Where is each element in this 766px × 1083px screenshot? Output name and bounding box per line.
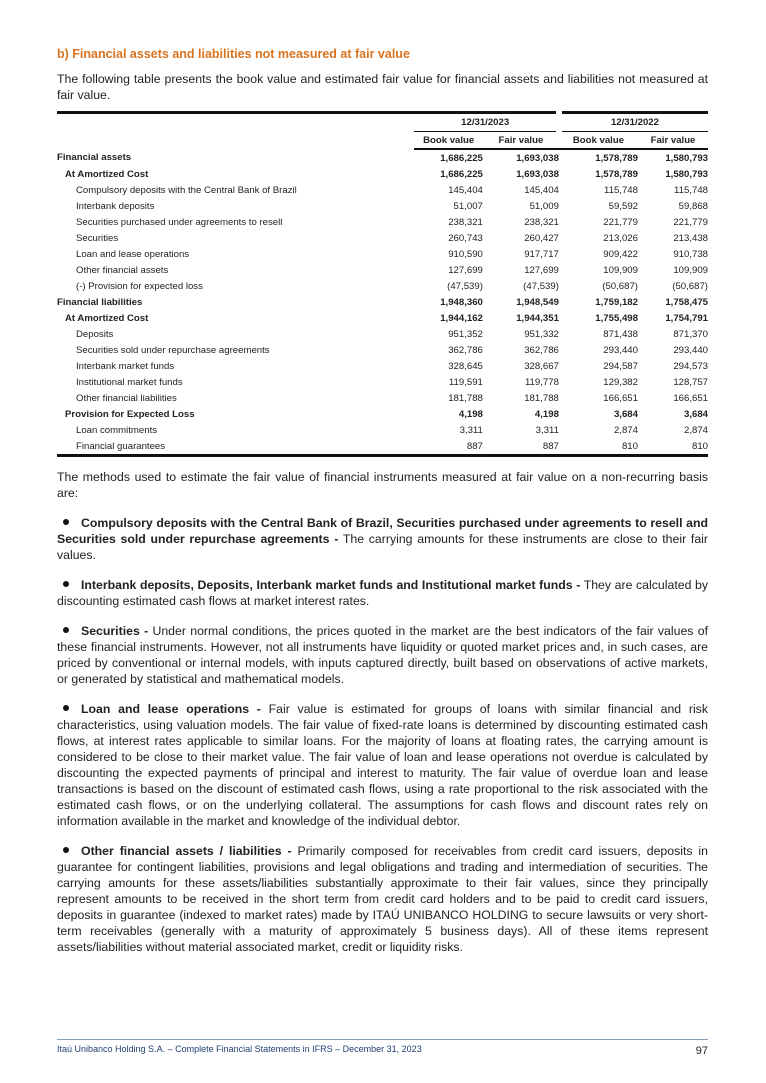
row-value: 293,440 [603,344,638,356]
row-value: 1,948,549 [516,296,559,308]
row-value: 115,748 [674,184,708,196]
row-label: At Amortized Cost [65,168,149,180]
bullet-item [57,701,708,829]
bullet-icon [63,581,69,587]
row-value: 810 [621,440,638,452]
row-label: Compulsory deposits with the Central Bank of Brazil [76,184,297,196]
row-label: Securities [76,232,119,244]
row-label: Loan and lease operations [76,248,190,260]
table-row [57,326,708,342]
row-value: (50,687) [672,280,708,292]
row-value: 127,699 [524,264,559,276]
row-label: Financial liabilities [57,296,143,308]
row-label: Interbank market funds [76,360,175,372]
row-value: 3,684 [683,408,708,420]
row-value: 1,686,225 [440,168,483,180]
bullet-text: Under normal conditions, the prices quoted in the market are the best indicators of the fair values of these financial instruments. However, not all instruments have liquidity or quoted market prices and, in such cases, are priced by conventional or internal models, with inputs captured directly, built based on observations of active markets, or generated by statistical and mathematical models. [57,624,708,686]
row-value: 59,868 [678,200,708,212]
row-value: 3,684 [613,408,638,420]
row-value: 1,693,038 [516,168,559,180]
bullet-item [57,623,708,687]
row-label: Other financial assets [76,264,169,276]
row-value: 1,758,475 [665,296,708,308]
row-label: Financial assets [57,152,132,163]
table-row [57,214,708,230]
row-value: 59,592 [608,200,638,212]
row-value: 51,007 [453,200,483,212]
bullet-icon [63,705,69,711]
bullet-title: Interbank deposits, Deposits, Interbank market funds and Institutional market funds - [81,578,581,592]
table-row [57,278,708,294]
row-value: 294,587 [603,360,638,372]
row-value: 1,578,789 [595,168,638,180]
row-value: 951,332 [524,328,559,340]
row-value: 213,026 [603,232,638,244]
row-label: At Amortized Cost [65,312,149,324]
row-label: Deposits [76,328,114,340]
row-label: Financial guarantees [76,440,166,452]
row-value: 181,788 [448,392,483,404]
row-value: 1,580,793 [665,152,708,164]
row-value: 145,404 [524,184,559,196]
row-value: 1,686,225 [440,152,483,164]
row-value: 910,738 [673,248,708,260]
row-value: 3,311 [535,424,559,436]
table-row [57,149,708,166]
row-value: 362,786 [524,344,559,356]
table-row [57,342,708,358]
row-value: 1,693,038 [516,152,559,164]
row-label: Loan commitments [76,424,158,436]
row-value: (47,539) [447,280,483,292]
row-value: 238,321 [524,216,559,228]
row-value: 129,382 [603,376,638,388]
column-header: Fair value [638,132,708,150]
bullet-icon [63,519,69,525]
row-value: (50,687) [602,280,638,292]
row-value: 119,591 [448,376,483,388]
row-value: 2,874 [613,424,638,436]
fair-value-table [57,111,708,457]
row-value: 293,440 [673,344,708,356]
bullet-item [57,843,708,955]
row-label: Interbank deposits [76,200,155,212]
table-row [57,406,708,422]
bullet-title: Securities - [81,624,149,638]
row-label: Other financial liabilities [76,392,177,404]
row-value: 328,645 [448,360,483,372]
row-value: 51,009 [529,200,559,212]
page-number: 97 [695,1045,708,1057]
row-label: Institutional market funds [76,376,183,388]
row-value: 910,590 [448,248,483,260]
row-value: 909,422 [603,248,638,260]
row-value: 1,755,498 [595,312,638,324]
row-value: 1,759,182 [595,296,638,308]
row-value: 887 [466,440,483,452]
bullet-text: Fair value is estimated for groups of loans with similar financial and risk characteristics, using valuation models. The fair value of fixed-rate loans is determined by discounting estimated cash flows, at interest rates applicable to similar loans. For the majority of loans at floating rates, the carrying amount is considered to be close to their market value. The fair value of loan and lease operations not overdue is calculated by discounting the expected payments of principal and interest to maturity. The fair value of overdue loan and lease transactions is based on the discount of estimated cash flows, using a rate proportional to the risk associated with the estimated cash flows, or on the underlying collateral. The assumptions for cash flows and discount rates rely on information available in the market and knowledge of the individual debtor. [57,702,708,828]
table-row [57,230,708,246]
intro-paragraph: The following table presents the book value and estimated fair value for financial assets and liabilities not measured at fair value. [57,72,708,102]
row-value: 119,778 [524,376,559,388]
row-value: 871,370 [673,328,708,340]
table-row [57,166,708,182]
row-value: 4,198 [458,408,483,420]
table-row [57,438,708,456]
section-heading: b) Financial assets and liabilities not measured at fair value [57,47,410,61]
table-row [57,182,708,198]
row-value: 221,779 [603,216,638,228]
row-value: 871,438 [603,328,638,340]
bullet-text: Primarily composed for receivables from credit card issuers, deposits in guarantee for contingent liabilities, provisions and legal obligations and trading and intermediation of securities. The carrying amounts for these assets/liabilities substantially approximate to their fair values, since they principally represent amounts to be received in the short term from credit card holders and to be paid to credit card issuers, deposits in guarantee (indexed to market rates) made by ITAÚ UNIBANCO HOLDING to secure lawsuits or very short-term receivables (generally with a maturity of approximately 5 business days). All of these items represent assets/liabilities without material associated market, credit or liquidity risks. [57,844,708,954]
row-value: 4,198 [534,408,559,420]
footer-text: Itaú Unibanco Holding S.A. – Complete Financial Statements in IFRS – December 31, 2023 [57,1044,422,1054]
bullet-text: They are calculated by discounting estimated cash flows at market interest rates. [57,578,709,608]
period-header-2023: 12/31/2023 [414,113,558,132]
row-value: 260,743 [448,232,483,244]
row-value: 181,788 [524,392,559,404]
row-value: 810 [691,440,708,452]
row-value: 238,321 [448,216,483,228]
row-value: (47,539) [523,280,559,292]
methods-intro: The methods used to estimate the fair value of financial instruments measured at fair value on a non-recurring basis are: [57,470,708,500]
row-value: 127,699 [448,264,483,276]
column-header: Fair value [483,132,559,150]
row-value: 128,757 [673,376,708,388]
row-value: 1,944,162 [440,312,483,324]
table-row [57,390,708,406]
bullet-title: Loan and lease operations - [81,702,261,716]
page-footer [57,1039,708,1057]
row-value: 145,404 [448,184,483,196]
column-header: Book value [414,132,482,150]
row-value: 1,944,351 [516,312,559,324]
bullet-text: The carrying amounts for these instruments are close to their fair values. [57,532,708,562]
row-value: 3,311 [459,424,483,436]
table-row [57,358,708,374]
row-label: Provision for Expected Loss [65,408,195,420]
row-value: 260,427 [524,232,559,244]
row-value: 109,909 [673,264,708,276]
row-value: 109,909 [603,264,638,276]
table-row [57,310,708,326]
row-value: 362,786 [448,344,483,356]
table-row [57,246,708,262]
row-value: 951,352 [448,328,483,340]
period-header-2022: 12/31/2022 [559,113,708,132]
row-label: Securities sold under repurchase agreements [76,344,270,356]
row-label: Securities purchased under agreements to resell [76,216,283,228]
table-row [57,198,708,214]
bullet-title: Compulsory deposits with the Central Bank of Brazil, Securities purchased under agreements to resell and Securities sold under repurchase agreements - [57,516,708,546]
row-value: 294,573 [673,360,708,372]
document-page [57,47,708,955]
bullet-title: Other financial assets / liabilities - [81,844,292,858]
row-value: 328,667 [524,360,559,372]
row-value: 917,717 [524,248,559,260]
column-header: Book value [559,132,638,150]
row-label: (-) Provision for expected loss [76,280,203,292]
table-row [57,374,708,390]
bullet-icon [63,847,69,853]
table-row [57,262,708,278]
row-value: 2,874 [683,424,708,436]
row-value: 166,651 [673,392,708,404]
row-value: 213,438 [673,232,708,244]
row-value: 1,580,793 [665,168,708,180]
row-value: 887 [542,440,559,452]
row-value: 115,748 [604,184,638,196]
table-row [57,294,708,310]
row-value: 1,948,360 [440,296,483,308]
row-value: 1,578,789 [595,152,638,164]
bullet-item [57,577,708,609]
bullet-icon [63,627,69,633]
row-value: 166,651 [603,392,638,404]
row-value: 1,754,791 [665,312,708,324]
table-row [57,422,708,438]
row-value: 221,779 [673,216,708,228]
bullet-item [57,515,708,563]
